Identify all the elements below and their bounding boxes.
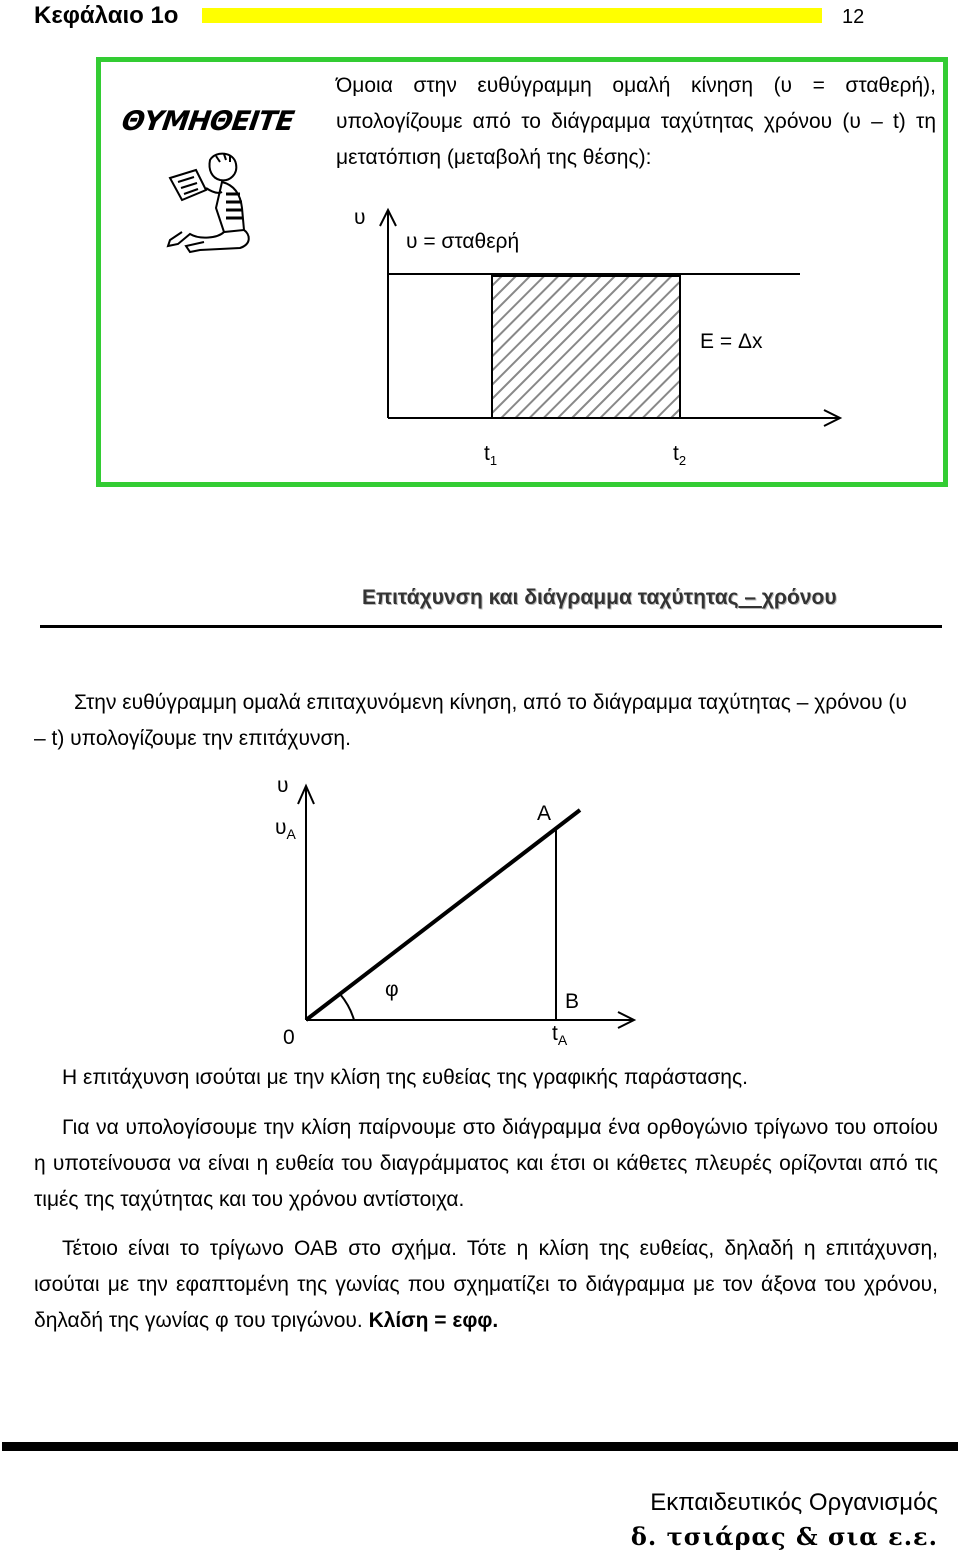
chapter-highlight-bar [202,8,822,23]
diagram2-point-B: B [565,990,580,1013]
acceleration-diagram [290,780,650,1050]
remember-label: ΘΥΜΗΘΕΙΤΕ [119,106,296,137]
displacement-area [492,276,680,418]
angle-arc [340,994,354,1020]
slope-text: Η επιτάχυνση ισούται με την κλίση της ευθείας της γραφικής παράστασης. [62,1066,748,1089]
diagram1-t1-label: $t_1$ [484,442,498,469]
conclusion-text: Τέτοιο είναι το τρίγωνο ΟΑΒ στο σχήμα. Τότε η κλίση της ευθείας, δηλαδή η επιτάχυνση, ισούται με την εφαπτομένη της γωνίας που σχηματίζει το διάγραμμα με τον άξονα του χρόνου, δηλαδή της γωνίας φ του τριγώνου. Κλίση = εφφ. [34,1237,938,1332]
diagram2-y-label: υ [277,774,289,797]
section-divider [40,625,942,628]
diagram1-t2-label: $t_2$ [673,442,687,469]
diagram2-uA-label: $\upsilon_A$ [275,816,296,843]
diagram2-tA-label: $t_A$ [552,1022,568,1049]
diagram1-line-label: υ = σταθερή [406,230,520,253]
chapter-title: Κεφάλαιο 1ο [34,2,179,29]
footer-organization: Εκπαιδευτικός Οργανισμός [650,1489,938,1516]
diagram1-area-label: E = Δx [700,330,763,353]
intro-text: Στην ευθύγραμμη ομαλά επιταχυνόμενη κίνηση, από το διάγραμμα ταχύτητας – χρόνου (υ – t) υπολογίζουμε την επιτάχυνση. [34,691,907,750]
remember-text: Όμοια στην ευθύγραμμη ομαλή κίνηση (υ = σταθερή), υπολογίζουμε από το διάγραμμα ταχύτητας χρόνου (υ – t) τη μετατόπιση (μεταβολή της θέσης): [336,74,936,169]
diagram1-y-label: υ [354,206,366,229]
diagram2-point-A: A [537,802,552,825]
page-number: 12 [842,6,865,28]
diagram2-angle-label: φ [385,978,399,1001]
section-title: Επιτάχυνση και διάγραμμα ταχύτητας – χρόνου [362,586,837,609]
velocity-line [306,810,580,1020]
footer-divider [2,1442,958,1451]
diagram2-origin: 0 [283,1026,295,1049]
footer-publisher: δ. τσιάρας & σια ε.ε. [630,1522,938,1551]
triangle-text: Για να υπολογίσουμε την κλίση παίρνουμε στο διάγραμμα ένα ορθογώνιο τρίγωνο του οποίου η υποτείνουσα να είναι η ευθεία του διαγράμματος και έτσι οι κάθετες πλευρές ορίζονται από τις τιμές της ταχύτητας και του χρόνου αντίστοιχα. [34,1116,938,1211]
slope-formula: Κλίση = εφφ. [368,1309,499,1332]
reading-child-illustration [160,148,260,254]
